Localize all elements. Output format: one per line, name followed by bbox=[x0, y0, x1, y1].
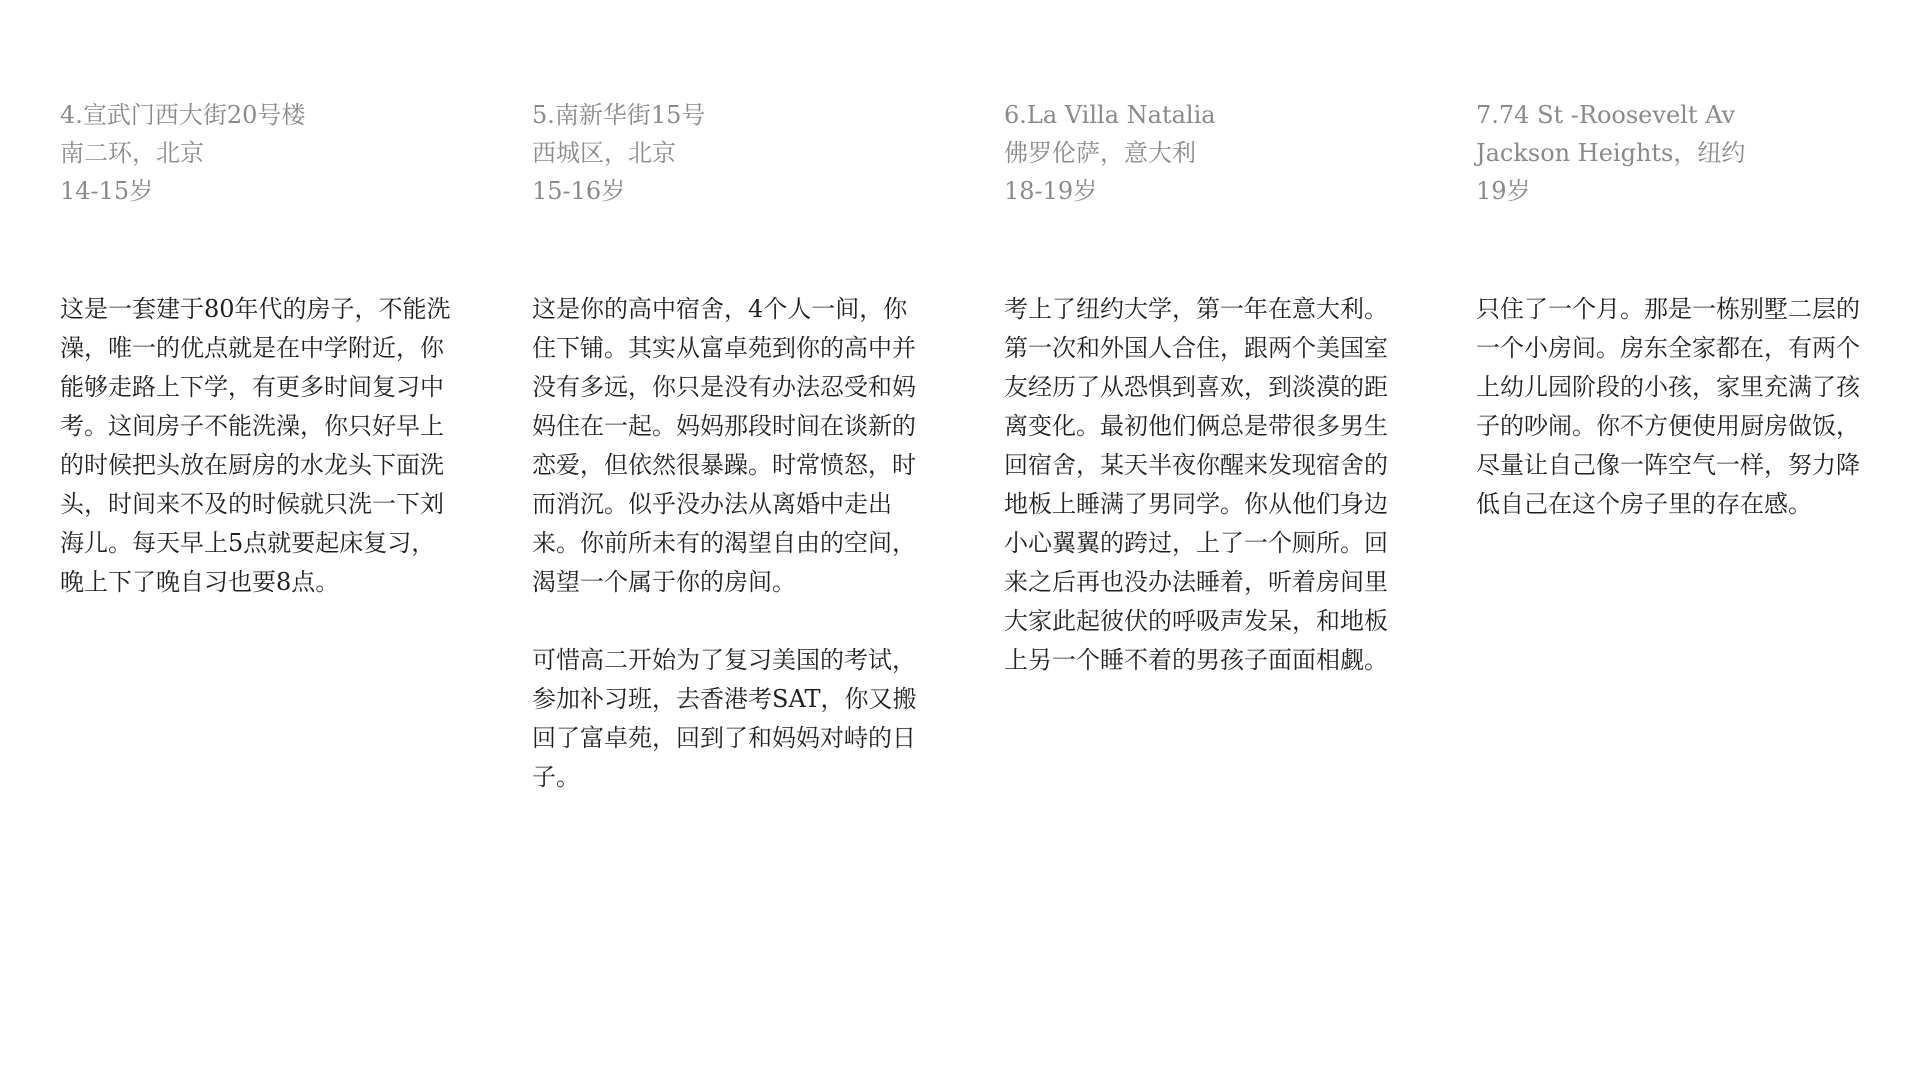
residence-column-7 bbox=[1476, 96, 1872, 797]
description-paragraph: 只住了一个月。那是一栋别墅二层的一个小房间。房东全家都在，有两个上幼儿园阶段的小孩，家里充满了孩子的吵闹。你不方便使用厨房做饭，尽量让自己像一阵空气一样，努力降低自己在这个房子里的存在感。 bbox=[1476, 295, 1860, 518]
description-paragraph: 这是一套建于80年代的房子，不能洗澡，唯一的优点就是在中学附近，你能够走路上下学，有更多时间复习中考。这间房子不能洗澡，你只好早上的时候把头放在厨房的水龙头下面洗头，时间来不及的时候就只洗一下刘海儿。每天早上5点就要起床复习，晚上下了晚自习也要8点。 bbox=[60, 295, 451, 596]
residence-meta bbox=[532, 96, 928, 210]
description-paragraph: 考上了纽约大学，第一年在意大利。第一次和外国人合住，跟两个美国室友经历了从恐惧到喜欢，到淡漠的距离变化。最初他们俩总是带很多男生回宿舍，某天半夜你醒来发现宿舍的地板上睡满了男同学。你从他们身边小心翼翼的跨过，上了一个厕所。回来之后再也没办法睡着，听着房间里大家此起彼伏的呼吸声发呆，和地板上另一个睡不着的男孩子面面相觑。 bbox=[1004, 295, 1388, 674]
residence-location: 佛罗伦萨，意大利 bbox=[1004, 139, 1196, 167]
residence-column-4 bbox=[60, 96, 456, 797]
residence-age: 14-15岁 bbox=[60, 177, 154, 205]
residence-location: 西城区，北京 bbox=[532, 139, 676, 167]
residence-columns bbox=[60, 96, 1880, 797]
residence-heading: 5.南新华街15号 bbox=[532, 101, 706, 129]
description-paragraph: 这是你的高中宿舍，4个人一间，你住下铺。其实从富卓苑到你的高中并没有多远，你只是没有办法忍受和妈妈住在一起。妈妈那段时间在谈新的恋爱，但依然很暴躁。时常愤怒，时而消沉。似乎没办法从离婚中走出来。你前所未有的渴望自由的空间，渴望一个属于你的房间。 bbox=[532, 295, 916, 596]
residence-column-5 bbox=[532, 96, 928, 797]
residence-location: Jackson Heights，纽约 bbox=[1476, 139, 1746, 167]
residence-location: 南二环，北京 bbox=[60, 139, 204, 167]
residence-meta bbox=[1476, 96, 1872, 210]
residence-description bbox=[1476, 290, 1872, 524]
residence-age: 18-19岁 bbox=[1004, 177, 1098, 205]
residence-age: 19岁 bbox=[1476, 177, 1531, 205]
residence-meta bbox=[1004, 96, 1400, 210]
residence-age: 15-16岁 bbox=[532, 177, 626, 205]
residence-column-6 bbox=[1004, 96, 1400, 797]
residence-meta bbox=[60, 96, 456, 210]
residence-heading: 6.La Villa Natalia bbox=[1004, 101, 1216, 129]
residence-description bbox=[532, 290, 928, 797]
residence-description bbox=[1004, 290, 1400, 680]
residence-heading: 7.74 St -Roosevelt Av bbox=[1476, 101, 1736, 129]
description-paragraph: 可惜高二开始为了复习美国的考试，参加补习班，去香港考SAT，你又搬回了富卓苑，回到了和妈妈对峙的日子。 bbox=[532, 646, 917, 791]
residence-description bbox=[60, 290, 456, 602]
residence-heading: 4.宣武门西大街20号楼 bbox=[60, 101, 306, 129]
